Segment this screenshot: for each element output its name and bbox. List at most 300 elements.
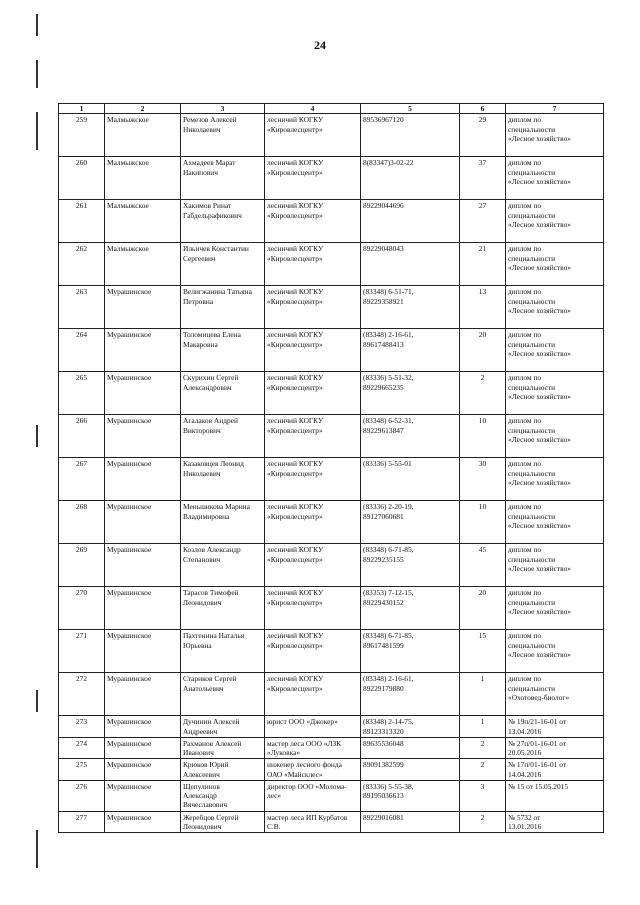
cell-text: юрист ООО «Джокер»: [267, 717, 338, 727]
cell-text: 276: [75, 781, 88, 791]
position-cell: [265, 157, 361, 200]
cell-text: диплом по специальности «Лесное хозяйство»: [508, 244, 571, 272]
experience-cell: [460, 737, 506, 759]
phone-cell: [361, 329, 460, 372]
district-cell: [105, 811, 181, 833]
cell-text: Малмыжское: [107, 158, 149, 168]
cell-text: диплом по специальности «Лесное хозяйство»: [508, 287, 571, 315]
row-number: [59, 759, 105, 781]
table-row: [59, 544, 604, 587]
cell-text: 1: [480, 674, 485, 684]
phone-cell: [361, 458, 460, 501]
document-cell: [506, 200, 604, 243]
name-cell: [181, 716, 265, 738]
document-cell: [506, 114, 604, 157]
cell-text: 2: [480, 373, 485, 383]
name-cell: [181, 114, 265, 157]
document-cell: [506, 243, 604, 286]
cell-text: Мурашинское: [107, 812, 152, 822]
cell-text: лесничий КОГКУ «Кировлесцентр»: [267, 287, 324, 306]
cell-text: 262: [75, 244, 88, 254]
cell-text: Велигжанина Татьяна Петровна: [183, 287, 252, 306]
margin-mark: [36, 425, 38, 447]
cell-text: диплом по специальности «Лесное хозяйство»: [508, 373, 571, 401]
name-cell: [181, 157, 265, 200]
name-cell: [181, 243, 265, 286]
experience-cell: [460, 114, 506, 157]
phone-cell: [361, 501, 460, 544]
cell-text: Агалаков Андрей Викторович: [183, 416, 238, 435]
cell-text: Мурашинское: [107, 738, 152, 748]
position-cell: [265, 501, 361, 544]
experience-cell: [460, 415, 506, 458]
phone-cell: [361, 200, 460, 243]
name-cell: [181, 737, 265, 759]
cell-text: лесничий КОГКУ «Кировлесцентр»: [267, 545, 324, 564]
cell-text: Ремезов Алексей Николаевич: [183, 115, 237, 134]
margin-mark: [36, 690, 38, 712]
cell-text: 2: [480, 812, 485, 822]
cell-text: 277: [75, 812, 88, 822]
experience-cell: [460, 780, 506, 811]
table-row: [59, 587, 604, 630]
cell-text: № 15 от 15.05.2015: [508, 781, 569, 791]
table-row: [59, 200, 604, 243]
table-row: [59, 114, 604, 157]
district-cell: [105, 372, 181, 415]
column-header: 2: [105, 104, 181, 114]
cell-text: диплом по специальности «Лесное хозяйство»: [508, 158, 571, 186]
cell-text: Мурашинское: [107, 287, 152, 297]
cell-text: мастер леса ИП Курбатов С.В.: [267, 812, 348, 831]
cell-text: диплом по специальности «Лесное хозяйство»: [508, 115, 571, 143]
cell-text: (83348) 6-51-71, 89229358921: [363, 287, 414, 306]
cell-text: Мурашинское: [107, 631, 152, 641]
position-cell: [265, 200, 361, 243]
document-cell: [506, 501, 604, 544]
position-cell: [265, 737, 361, 759]
cell-text: № 19п/21-16-01 от 13.04.2016: [508, 717, 567, 736]
table-row: [59, 716, 604, 738]
row-number: [59, 157, 105, 200]
position-cell: [265, 415, 361, 458]
cell-text: 21: [478, 244, 487, 254]
cell-text: Мурашинское: [107, 674, 152, 684]
district-cell: [105, 157, 181, 200]
cell-text: (83348) 6-71-85, 89617481599: [363, 631, 414, 650]
cell-text: 269: [75, 545, 88, 555]
document-cell: [506, 544, 604, 587]
experience-cell: [460, 716, 506, 738]
cell-text: 8(83347)3-02-22: [363, 158, 414, 168]
cell-text: 89536967120: [363, 115, 404, 125]
position-cell: [265, 811, 361, 833]
table-row: [59, 501, 604, 544]
cell-text: Мурашинское: [107, 416, 152, 426]
document-cell: [506, 811, 604, 833]
phone-cell: [361, 780, 460, 811]
column-header: 6: [460, 104, 506, 114]
cell-text: Казаковцев Леонид Николаевич: [183, 459, 244, 478]
cell-text: Жеребцов Сергей Леонидович: [183, 812, 239, 831]
name-cell: [181, 544, 265, 587]
page-number: 24: [314, 38, 326, 52]
cell-text: 45: [478, 545, 487, 555]
cell-text: диплом по специальности «Лесное хозяйство»: [508, 459, 571, 487]
row-number: [59, 200, 105, 243]
document-cell: [506, 157, 604, 200]
position-cell: [265, 372, 361, 415]
name-cell: [181, 286, 265, 329]
cell-text: Козлов Александр Степанович: [183, 545, 241, 564]
cell-text: Малмыжское: [107, 244, 149, 254]
document-cell: [506, 673, 604, 716]
cell-text: лесничий КОГКУ «Кировлесцентр»: [267, 416, 324, 435]
margin-mark: [36, 112, 38, 150]
cell-text: Мурашинское: [107, 760, 152, 770]
cell-text: Хакимов Ринат Габдельрафикович: [183, 201, 242, 220]
cell-text: Толомицева Елена Макаровна: [183, 330, 241, 349]
cell-text: 37: [478, 158, 487, 168]
table-row: [59, 157, 604, 200]
cell-text: мастер леса ООО «ЛЗК «Луковка»: [267, 738, 342, 758]
phone-cell: [361, 737, 460, 759]
position-cell: [265, 780, 361, 811]
cell-text: Дучинин Алексей Андреевич: [183, 717, 240, 736]
table-row: [59, 415, 604, 458]
position-cell: [265, 243, 361, 286]
cell-text: лесничий КОГКУ «Кировлесцентр»: [267, 244, 324, 263]
experience-cell: [460, 630, 506, 673]
row-number: [59, 458, 105, 501]
name-cell: [181, 458, 265, 501]
cell-text: 275: [75, 760, 88, 770]
cell-text: Малмыжское: [107, 115, 149, 125]
cell-text: диплом по специальности «Лесное хозяйство»: [508, 502, 571, 530]
cell-text: лесничий КОГКУ «Кировлесцентр»: [267, 674, 324, 693]
name-cell: [181, 587, 265, 630]
name-cell: [181, 811, 265, 833]
column-header: 5: [361, 104, 460, 114]
row-number: [59, 243, 105, 286]
district-cell: [105, 587, 181, 630]
cell-text: Стариков Сергей Анатольевич: [183, 674, 237, 693]
cell-text: диплом по специальности «Лесное хозяйство»: [508, 330, 571, 358]
cell-text: 271: [75, 631, 88, 641]
cell-text: 27: [478, 201, 487, 211]
cell-text: (83336) 5-55-01: [363, 459, 412, 469]
phone-cell: [361, 587, 460, 630]
document-cell: [506, 630, 604, 673]
position-cell: [265, 286, 361, 329]
document-cell: [506, 737, 604, 759]
cell-text: 89229044696: [363, 201, 404, 211]
cell-text: лесничий КОГКУ «Кировлесцентр»: [267, 631, 324, 650]
cell-text: (83348) 2-16-61, 89617488413: [363, 330, 414, 349]
position-cell: [265, 458, 361, 501]
table-row: [59, 759, 604, 781]
experience-cell: [460, 157, 506, 200]
cell-text: Крюков Юрий Алексеевич: [183, 760, 229, 779]
experience-cell: [460, 759, 506, 781]
row-number: [59, 329, 105, 372]
row-number: [59, 630, 105, 673]
margin-mark: [36, 14, 38, 36]
column-header: 3: [181, 104, 265, 114]
cell-text: диплом по специальности «Лесное хозяйство»: [508, 545, 571, 573]
position-cell: [265, 544, 361, 587]
cell-text: Мурашинское: [107, 330, 152, 340]
district-cell: [105, 759, 181, 781]
cell-text: 13: [478, 287, 487, 297]
margin-mark: [36, 60, 38, 88]
phone-cell: [361, 759, 460, 781]
cell-text: (83348) 6-71-85, 89229235155: [363, 545, 414, 564]
cell-text: Тарасов Тимофей Леонидович: [183, 588, 239, 607]
row-number: [59, 716, 105, 738]
cell-text: Рахманов Алексей Иванович: [183, 738, 242, 758]
table-row: [59, 372, 604, 415]
position-cell: [265, 759, 361, 781]
margin-mark: [36, 830, 38, 868]
document-cell: [506, 372, 604, 415]
name-cell: [181, 329, 265, 372]
cell-text: 15: [478, 631, 487, 641]
district-cell: [105, 716, 181, 738]
table-row: [59, 673, 604, 716]
position-cell: [265, 114, 361, 157]
cell-text: Мурашинское: [107, 373, 152, 383]
experience-cell: [460, 329, 506, 372]
experience-cell: [460, 286, 506, 329]
phone-cell: [361, 157, 460, 200]
document-cell: [506, 780, 604, 811]
cell-text: 1: [480, 717, 485, 727]
cell-text: Мурашинское: [107, 459, 152, 469]
experience-cell: [460, 458, 506, 501]
cell-text: 270: [75, 588, 88, 598]
cell-text: диплом по специальности «Лесное хозяйство»: [508, 631, 571, 659]
cell-text: (83348) 2-14-75, 89123313320: [363, 717, 414, 736]
cell-text: 29: [478, 115, 487, 125]
cell-text: № 27п/01-16-01 от 20.05.2016: [508, 738, 567, 758]
cell-text: 274: [75, 738, 88, 748]
cell-text: Мурашинское: [107, 545, 152, 555]
phone-cell: [361, 716, 460, 738]
cell-text: (83353) 7-12-15, 89229430152: [363, 588, 414, 607]
cell-text: 10: [478, 502, 487, 512]
experience-cell: [460, 200, 506, 243]
row-number: [59, 372, 105, 415]
row-number: [59, 780, 105, 811]
column-header: 1: [59, 104, 105, 114]
cell-text: 89229016081: [363, 812, 404, 822]
experience-cell: [460, 544, 506, 587]
document-cell: [506, 286, 604, 329]
name-cell: [181, 501, 265, 544]
district-cell: [105, 780, 181, 811]
name-cell: [181, 415, 265, 458]
cell-text: (83348) 6-52-31, 89229613847: [363, 416, 414, 435]
phone-cell: [361, 415, 460, 458]
cell-text: лесничий КОГКУ «Кировлесцентр»: [267, 459, 324, 478]
cell-text: лесничий КОГКУ «Кировлесцентр»: [267, 115, 324, 134]
cell-text: инженер лесного фонда ОАО «Майсклес»: [267, 760, 342, 779]
district-cell: [105, 415, 181, 458]
district-cell: [105, 286, 181, 329]
phone-cell: [361, 544, 460, 587]
district-cell: [105, 737, 181, 759]
header-row: [59, 104, 604, 114]
cell-text: 268: [75, 502, 88, 512]
cell-text: Щепулинов Александр Вячеславович: [183, 781, 228, 810]
cell-text: 89635536048: [363, 738, 404, 748]
phone-cell: [361, 286, 460, 329]
table-row: [59, 286, 604, 329]
cell-text: 267: [75, 459, 88, 469]
position-cell: [265, 587, 361, 630]
phone-cell: [361, 811, 460, 833]
column-header: 7: [506, 104, 604, 114]
cell-text: Мурашинское: [107, 588, 152, 598]
position-cell: [265, 329, 361, 372]
cell-text: Пахтенина Наталья Юрьевна: [183, 631, 245, 650]
phone-cell: [361, 114, 460, 157]
table-row: [59, 243, 604, 286]
cell-text: Меньшикова Марина Владимировна: [183, 502, 250, 521]
cell-text: 30: [478, 459, 487, 469]
cell-text: (83336) 5-51-32, 89229665235: [363, 373, 414, 392]
cell-text: Ахмадеев Марат Накипович: [183, 158, 236, 177]
cell-text: лесничий КОГКУ «Кировлесцентр»: [267, 588, 324, 607]
document-cell: [506, 587, 604, 630]
cell-text: Мурашинское: [107, 781, 152, 791]
cell-text: Скурихин Сергей Александрович: [183, 373, 239, 392]
cell-text: лесничий КОГКУ «Кировлесцентр»: [267, 373, 324, 392]
document-cell: [506, 329, 604, 372]
phone-cell: [361, 630, 460, 673]
row-number: [59, 501, 105, 544]
district-cell: [105, 673, 181, 716]
cell-text: Мурашинское: [107, 717, 152, 727]
district-cell: [105, 114, 181, 157]
district-cell: [105, 458, 181, 501]
cell-text: лесничий КОГКУ «Кировлесцентр»: [267, 158, 324, 177]
cell-text: 266: [75, 416, 88, 426]
phone-cell: [361, 372, 460, 415]
name-cell: [181, 759, 265, 781]
district-cell: [105, 243, 181, 286]
cell-text: 89091382599: [363, 760, 404, 770]
document-cell: [506, 759, 604, 781]
name-cell: [181, 630, 265, 673]
column-header: 4: [265, 104, 361, 114]
experience-cell: [460, 811, 506, 833]
cell-text: диплом по специальности «Охотовед-биолог»: [508, 674, 570, 702]
row-number: [59, 673, 105, 716]
name-cell: [181, 200, 265, 243]
cell-text: диплом по специальности «Лесное хозяйство»: [508, 201, 571, 229]
position-cell: [265, 630, 361, 673]
cell-text: диплом по специальности «Лесное хозяйство»: [508, 588, 571, 616]
table-row: [59, 780, 604, 811]
experience-cell: [460, 673, 506, 716]
cell-text: 264: [75, 330, 88, 340]
table-row: [59, 737, 604, 759]
district-cell: [105, 200, 181, 243]
row-number: [59, 415, 105, 458]
experience-cell: [460, 501, 506, 544]
cell-text: 20: [478, 588, 487, 598]
cell-text: Мурашинское: [107, 502, 152, 512]
table-row: [59, 630, 604, 673]
cell-text: 260: [75, 158, 88, 168]
district-cell: [105, 630, 181, 673]
experience-cell: [460, 587, 506, 630]
experience-cell: [460, 372, 506, 415]
cell-text: диплом по специальности «Лесное хозяйство»: [508, 416, 571, 444]
cell-text: (83348) 2-16-61, 89229179880: [363, 674, 414, 693]
row-number: [59, 587, 105, 630]
district-cell: [105, 329, 181, 372]
row-number: [59, 114, 105, 157]
document-cell: [506, 458, 604, 501]
row-number: [59, 544, 105, 587]
cell-text: 2: [480, 760, 485, 770]
cell-text: Малмыжское: [107, 201, 149, 211]
cell-text: 20: [478, 330, 487, 340]
cell-text: 273: [75, 717, 88, 727]
cell-text: (83336) 2-20-19, 89127060681: [363, 502, 414, 521]
cell-text: № 17п/01-16-01 от 14.04.2016: [508, 760, 567, 779]
table-row: [59, 811, 604, 833]
row-number: [59, 811, 105, 833]
table-body: [59, 114, 604, 833]
phone-cell: [361, 243, 460, 286]
cell-text: 89229048043: [363, 244, 404, 254]
table-row: [59, 458, 604, 501]
name-cell: [181, 780, 265, 811]
cell-text: лесничий КОГКУ «Кировлесцентр»: [267, 201, 324, 220]
cell-text: 2: [480, 738, 485, 748]
district-cell: [105, 544, 181, 587]
district-cell: [105, 501, 181, 544]
row-number: [59, 737, 105, 759]
position-cell: [265, 716, 361, 738]
cell-text: Ильичев Константин Сергеевич: [183, 244, 249, 263]
cell-text: № 5732 от 13.01.2016: [508, 812, 542, 831]
cell-text: 261: [75, 201, 88, 211]
experience-cell: [460, 243, 506, 286]
cell-text: 263: [75, 287, 88, 297]
position-cell: [265, 673, 361, 716]
registry-table: [58, 103, 604, 833]
row-number: [59, 286, 105, 329]
name-cell: [181, 372, 265, 415]
cell-text: директор ООО «Молома- лес»: [267, 781, 347, 801]
phone-cell: [361, 673, 460, 716]
cell-text: 259: [75, 115, 88, 125]
cell-text: 272: [75, 674, 88, 684]
cell-text: 265: [75, 373, 88, 383]
cell-text: лесничий КОГКУ «Кировлесцентр»: [267, 330, 324, 349]
document-cell: [506, 415, 604, 458]
cell-text: (83336) 5-55-38, 89195036613: [363, 781, 414, 801]
name-cell: [181, 673, 265, 716]
table-row: [59, 329, 604, 372]
cell-text: 10: [478, 416, 487, 426]
cell-text: лесничий КОГКУ «Кировлесцентр»: [267, 502, 324, 521]
